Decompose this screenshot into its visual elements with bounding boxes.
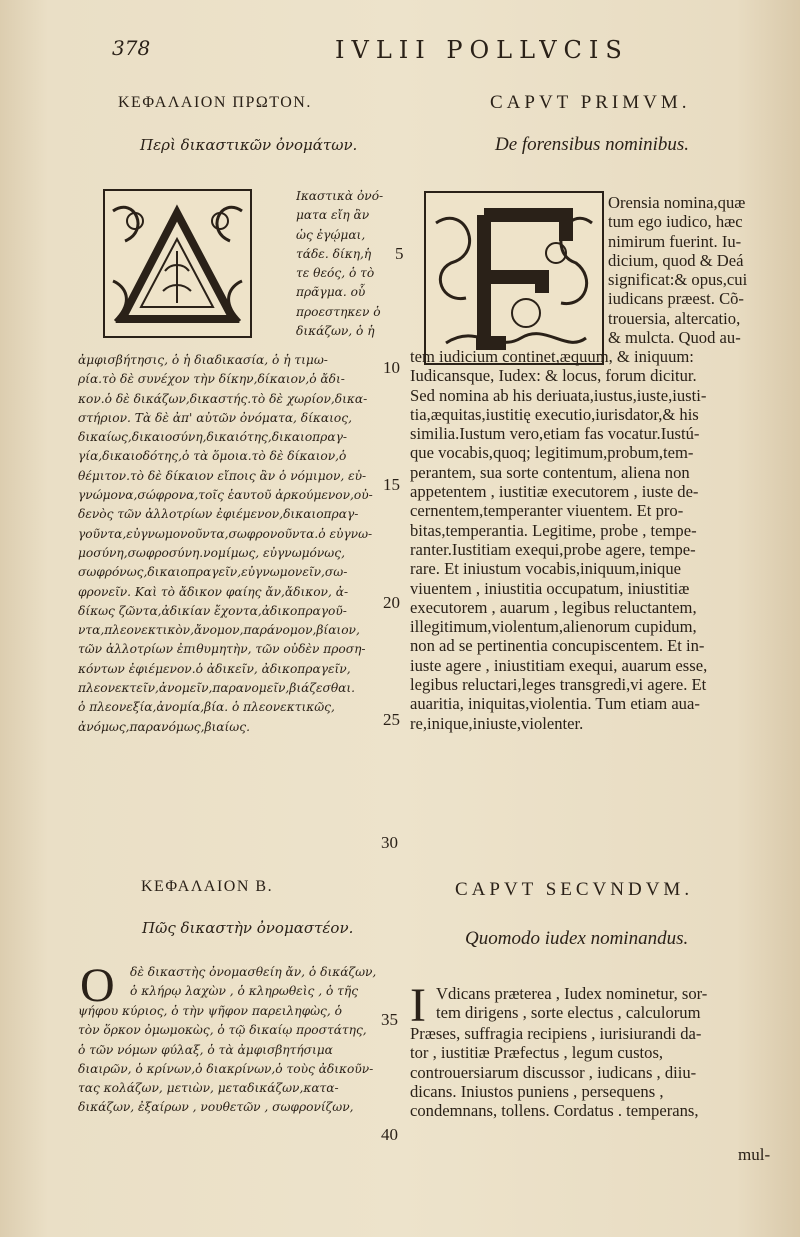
text-line: πρᾶγμα. οὗ (296, 285, 366, 300)
greek-chapter1-narrow-text (296, 187, 388, 341)
text-line: ἀμφισβήτησις, ὁ ἡ διαδικασία, ὁ ἡ τιμω- (78, 353, 328, 367)
page-number: 378 (112, 36, 151, 60)
text-line: iudicans præest. Cõ- (608, 289, 744, 309)
text-line: ὁ κλήρῳ λαχὼν , ὁ κληρωθεὶς , ὁ τῆς (130, 984, 359, 999)
text-line: ἀνόμως,παρανόμως,βιαίως. (78, 719, 250, 734)
text-line: μοσύνη,σωφροσύνη.νομίμως, εὐγνωμόνως, (78, 545, 345, 560)
text-line: executorem , auarum , legibus reluctantem, (410, 597, 697, 617)
text-line: significat:& opus,cui (608, 270, 748, 290)
text-line: τάδε. δίκη,ἡ (296, 246, 372, 261)
text-line: φρονεῖν. Καὶ τὸ ἄδικον φαίης ἄν,ἄδικον, ἀ- (78, 584, 349, 599)
running-title: IVLII POLLVCIS (335, 36, 629, 64)
text-line: & mulcta. Quod au- (608, 328, 741, 348)
text-line: δενὸς τῶν ἀλλοτρίων ἐφιέμενον,δικαιοπραγ- (78, 507, 359, 522)
greek-decorative-initial (103, 189, 252, 338)
text-line: προεστηκεν ὁ (296, 304, 381, 319)
line-number: 25 (383, 710, 400, 729)
text-line: Iudicansque, Iudex: & locus, forum dicitur. (410, 366, 697, 386)
text-line: Præses, suffragia recipiens , iurisiurandi da- (410, 1024, 702, 1043)
running-head (0, 36, 800, 66)
latin-chapter2-subtitle: Quomodo iudex nominandus. (465, 928, 689, 949)
text-line: nimirum fuerint. Iu- (608, 231, 742, 251)
text-line: similia.Iustum vero,etiam fas vocatur.Iustú- (410, 424, 700, 444)
text-line: ντα,πλεονεκτικὸν,ἄνομον,παράνομον,βίαιον, (78, 623, 360, 638)
greek-chapter2-narrow-text (130, 963, 380, 1002)
text-line: τε θεός, ὁ τὸ (296, 266, 375, 281)
text-line: πλεονεκτεῖν,ἀνομεῖν,παρανομεῖν,βιάζεσθαι. (78, 681, 356, 696)
greek-chapter2-text (78, 1002, 383, 1118)
text-line: re,inique,iniuste,violenter. (410, 713, 584, 733)
text-line: τῶν ἀλλοτρίων ἐπιθυμητὴν, τῶν οὐδὲν προση- (78, 642, 366, 657)
text-line: tia,æquitas,iustitię executio,iurisdator,& his (410, 404, 699, 424)
text-line: dicium, quod & Deá (608, 250, 744, 270)
text-line: condemnans, tollens. Cordatus . temperans, (410, 1101, 699, 1121)
text-line: ρία.τὸ δὲ συνέχον τὴν δίκην,δίκαιον,ὁ ἄδι- (78, 372, 345, 387)
latin-chapter2-heading: CAPVT SECVNDVM. (455, 879, 694, 900)
text-line: tum ego iudico, hæc (608, 212, 743, 232)
line-number: 40 (381, 1125, 398, 1144)
latin-chapter1-heading: CAPVT PRIMVM. (490, 92, 691, 113)
latin-chapter1-text (410, 347, 780, 733)
text-line: ὁ τῶν νόμων φύλαξ, ὁ τὰ ἀμφισβητήσιμα (78, 1042, 333, 1057)
text-line: tem dirigens , sorte electus , calculorum (436, 1003, 701, 1023)
text-line: controuersiarum discussor , iudicans , diiu- (410, 1062, 697, 1082)
latin-chapter2-text (410, 1024, 780, 1120)
text-line: trouersia, altercatio, (608, 308, 741, 328)
text-line: σωφρόνως,δικαιοπραγεῖν,εὐγνωμονεῖν,σω- (78, 565, 348, 580)
latin-decorative-initial (424, 191, 604, 365)
text-line: ψήφου κύριος, ὁ τὴν ψῆφον παρειληφὼς, ὁ (78, 1004, 342, 1018)
text-line: τας κολάζων, μετιὼν, μεταδικάζων,κατα- (78, 1081, 339, 1096)
text-line: ranter.Iustitiam exequi,probe agere, tempe- (410, 539, 696, 559)
text-line: τὸν ὅρκον ὀμωμοκὼς, ὁ τῷ δικαίῳ προστάτης, (78, 1023, 367, 1038)
latin-chapter1-narrow-text (608, 193, 778, 347)
text-line: legibus reluctari,leges transgredi,vi agere. Et (410, 675, 707, 695)
greek-chapter1-subtitle: Περὶ δικαστικῶν ὀνομάτων. (140, 136, 358, 154)
text-line: γία,δικαιοδότης,ὁ τὰ ὅμοια.τὸ δὲ δίκαιον,ὁ (78, 449, 347, 464)
text-line: tor , iustitiæ Præfectus , legum custos, (410, 1043, 664, 1063)
delta-woodcut-icon (105, 191, 250, 336)
text-line: θέμιτον.τὸ δὲ δίκαιον εἴποις ἂν ὁ νόμιμον, εὐ- (78, 468, 367, 483)
greek-chapter2-heading: ΚΕΦΑΛΑΙΟΝ Β. (141, 878, 274, 895)
text-line: ματα εἴη ἂν (296, 208, 370, 223)
text-line: non ad se pertinentia concupiscentem. Et in- (410, 636, 705, 656)
catchword: mul- (738, 1145, 771, 1164)
latin-chapter1-subtitle: De forensibus nominibus. (495, 134, 690, 155)
text-line: διαιρῶν, ὁ κρίνων,ὁ διακρίνων,ὁ τοὺς ἀδικοῦν- (78, 1061, 374, 1076)
text-line: δικαίως,δικαιοσύνη,δικαιότης,δικαιοπραγ- (78, 430, 347, 445)
text-line: appetentem , iustitiæ executorem , iuste de- (410, 482, 699, 502)
text-line: Ικαστικὰ ὀνό- (296, 189, 384, 203)
text-line: κόντων ἐφιέμενον.ὁ ἀδικεῖν, ἀδικοπραγεῖν, (78, 661, 351, 676)
text-line: dicans. Iniustos puniens , persequens , (410, 1081, 664, 1101)
line-number: 10 (383, 358, 400, 377)
text-line: κον.ὁ δὲ δικάζων,δικαστής.τὸ δὲ χωρίον,δικα- (78, 391, 368, 406)
text-line: Sed nomina ab his deriuata,iustus,iuste,iusti- (410, 385, 707, 405)
text-line: auaritia, iniquitas,violentia. Tum etiam aua- (410, 694, 700, 714)
text-line: στήριον. Τὰ δὲ ἀπ' αὐτῶν ὀνόματα, δίκαιος, (78, 410, 352, 425)
line-number: 30 (381, 833, 398, 852)
text-line: γοῦντα,εὐγνωμονοῦντα,σωφρονοῦντα.ὁ εὐγνω- (78, 526, 373, 541)
text-line: bitas,temperantia. Legitime, probe , tempe- (410, 520, 697, 540)
line-number: 15 (383, 475, 400, 494)
line-number: 20 (383, 593, 400, 612)
text-line: γνώμονα,σώφρονα,τοῖς ἑαυτοῦ ἀρκούμενον,οὐ- (78, 488, 373, 503)
text-line: δικάζων, ὁ ἡ (296, 324, 375, 339)
text-line: que vocabis,quoq; legitimum,probum,tem- (410, 443, 694, 463)
text-line: tem iudicium continet,æquum, & iniquum: (410, 347, 694, 366)
line-number: 5 (395, 244, 404, 263)
greek-chapter2-subtitle: Πῶς δικαστὴν ὀνομαστέον. (142, 919, 354, 937)
letter-f-woodcut-icon (426, 193, 602, 363)
text-line: perantem, sua sorte contentum, aliena non (410, 462, 690, 482)
text-line: illegitimum,violentum,alienorum cupidum, (410, 617, 697, 637)
greek-chapter1-heading: ΚΕΦΑΛΑΙΟΝ ΠΡΩΤΟΝ. (118, 94, 312, 111)
text-line: viuentem , iniustitia occupatum, iniustitiæ (410, 578, 690, 598)
text-line: Orensia nomina,quæ (608, 193, 746, 212)
latin-chapter2-narrow-text (436, 984, 781, 1023)
text-line: δίκως ζῶντα,ἀδικίαν ἔχοντα,ἀδικοπραγοῦ- (78, 603, 347, 618)
text-line: iuste agere , iniustitiam exequi, auarum esse, (410, 655, 708, 675)
text-line: δὲ δικαστὴς ὀνομασθείη ἄν, ὁ δικάζων, (130, 965, 377, 979)
greek-chapter2-initial: Ο (80, 959, 115, 1012)
text-line: rare. Et iniustum vocabis,iniquum,inique (410, 559, 681, 579)
text-line: Vdicans præterea , Iudex nominetur, sor- (436, 984, 708, 1003)
text-line: ὡς ἐγῴμαι, (296, 227, 366, 242)
greek-chapter1-text (78, 351, 383, 737)
text-line: δικάζων, ἐξαίρων , νουθετῶν , σωφρονίζων, (78, 1100, 354, 1115)
text-line: ὁ πλεονεξία,ἀνομία,βία. ὁ πλεονεκτικῶς, (78, 700, 335, 715)
line-number: 35 (381, 1010, 398, 1029)
text-line: cernentem,temperanter viuentem. Et pro- (410, 501, 684, 521)
latin-chapter2-initial: I (410, 979, 426, 1032)
